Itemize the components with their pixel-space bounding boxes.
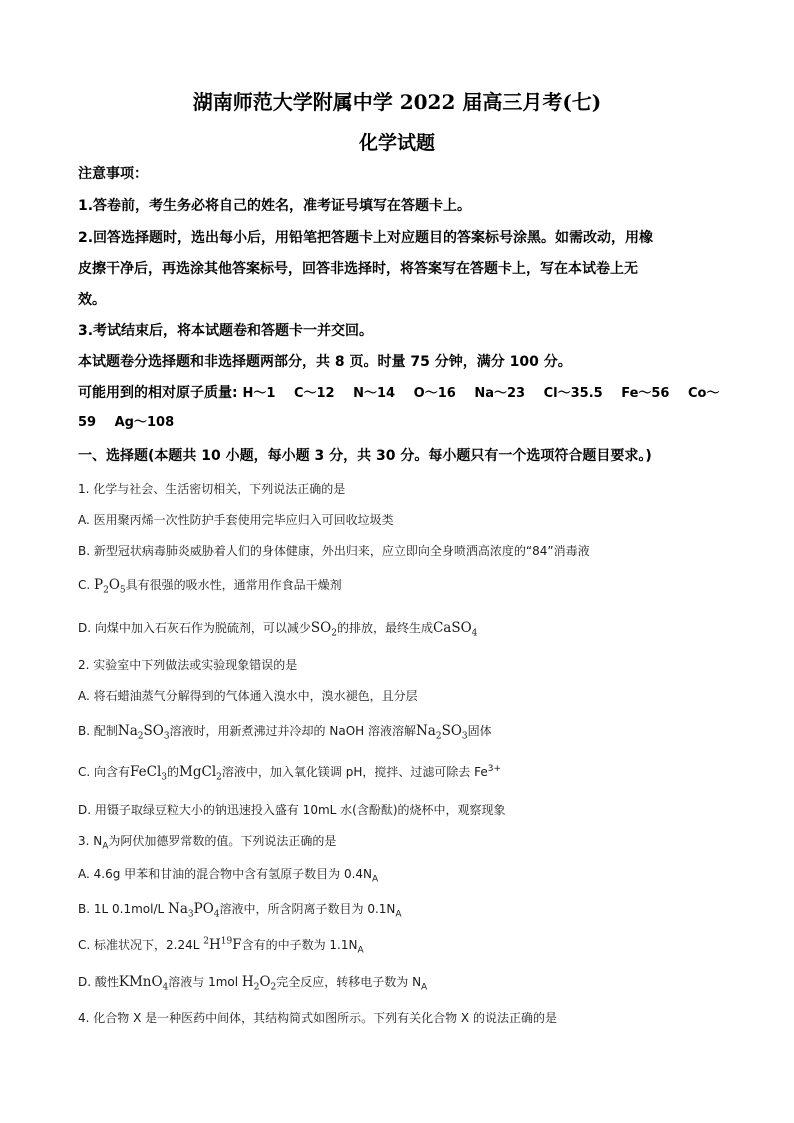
question-1-option-c: [78, 575, 738, 595]
notice-item-2-line-1: 2.回答选择题时，选出每小后，用铅笔把答题卡上对应题目的答案标号涂黑。如需改动，用橡: [78, 230, 654, 246]
notice-item-3: 3.考试结束后，将本试题卷和答题卡一并交回。: [78, 323, 374, 339]
formula-na2so3: $Na_2SO_3$: [415, 723, 468, 742]
mass-o: O～16: [413, 386, 456, 401]
formula-h2o2: $H_2O_2$: [241, 974, 277, 993]
option-label: C.: [78, 578, 95, 592]
mass-co-prefix: Co～: [688, 386, 720, 401]
atomic-mass-label: 可能用到的相对原子质量:: [78, 385, 238, 401]
notice-item-2-line-2: 皮擦干净后，再选涂其他答案标号，回答非选择时，将答案写在答题卡上，写在本试卷上无: [78, 261, 638, 277]
formula-p2o5: $P_2O_5$: [94, 577, 126, 596]
formula-hf-isotope: $^2H^{19}F$: [203, 936, 242, 953]
question-1-option-d: [78, 618, 738, 638]
question-2-option-c: [78, 762, 738, 782]
exam-info: 本试题卷分选择题和非选择题两部分，共 8 页。时量 75 分钟，满分 100 分。: [78, 354, 572, 370]
option-text: 的: [167, 765, 180, 779]
formula-kmno4: KMnO$_4$: [118, 974, 169, 993]
atomic-mass-line-1: [78, 383, 738, 404]
option-text: 的排放，最终生成: [336, 621, 433, 635]
question-4-stem: 4. 化合物 X 是一种医药中间体，其结构简式如图所示。下列有关化合物 X 的说法正确的是: [78, 1011, 557, 1025]
formula-mgcl2: MgCl$_2$: [179, 764, 222, 783]
subscript-a: A: [102, 841, 109, 852]
option-text: 溶液与 1mol: [168, 975, 242, 989]
option-text: D. 酸性: [78, 975, 119, 989]
mass-c: C～12: [293, 386, 335, 401]
mass-cl: Cl～35.5: [543, 386, 603, 401]
subscript-a: A: [357, 945, 364, 956]
notice-heading: 注意事项：: [78, 166, 148, 182]
mass-ag: Ag～108: [114, 415, 175, 430]
option-text: 完全反应，转移电子数为 N: [276, 975, 422, 989]
option-text: B. 1L 0.1mol/L: [78, 902, 168, 916]
notice-item-2-line-3: 效。: [78, 292, 106, 308]
option-text: C. 标准状况下，2.24L: [78, 938, 204, 952]
subscript-a: A: [372, 874, 379, 885]
option-text: 溶液中，加入氧化镁调 pH，搅拌、过滤可除去 Fe: [221, 765, 488, 779]
mass-fe: Fe～56: [621, 386, 670, 401]
question-1-stem: 1. 化学与社会、生活密切相关，下列说法正确的是: [78, 482, 346, 496]
subscript-a: A: [421, 982, 428, 993]
formula-na3po4: $Na_3PO_4$: [168, 901, 220, 920]
atomic-mass-line-2: [78, 413, 738, 433]
question-2-stem: 2. 实验室中下列做法或实验现象错误的是: [78, 658, 298, 672]
notice-item-1: 1.答卷前，考生务必将自己的姓名，准考证号填写在答题卡上。: [78, 198, 472, 214]
option-text: 固体: [467, 724, 492, 738]
formula-fecl3: FeCl$_3$: [130, 764, 168, 783]
question-2-option-b: [78, 721, 738, 741]
question-2-option-a: A. 将石蜡油蒸气分解得到的气体通入溴水中，溴水褪色，且分层: [78, 689, 418, 703]
formula-so2: $SO_2$: [310, 620, 337, 639]
option-text: 含有的中子数为 1.1N: [241, 938, 358, 952]
mass-co-value: 59: [78, 415, 97, 430]
question-3-option-d: [78, 972, 738, 992]
question-3-option-c: [78, 935, 738, 955]
mass-n: N～14: [353, 386, 396, 401]
question-text: 为阿伏加德罗常数的值。下列说法正确的是: [108, 834, 337, 848]
section-1-heading: 一、选择题(本题共 10 小题，每小题 3 分，共 30 分。每小题只有一个选项符合题目要求。): [78, 448, 652, 464]
subscript-a: A: [395, 909, 402, 920]
subject-title: 化学试题: [358, 132, 435, 154]
charge-3plus: 3+: [487, 764, 502, 774]
question-3-option-a: [78, 864, 738, 884]
option-text: 具有很强的吸水性，通常用作食品干燥剂: [125, 578, 342, 592]
question-3-option-b: [78, 899, 738, 919]
option-text: D. 向煤中加入石灰石作为脱硫剂，可以减少: [78, 621, 311, 635]
school-title: 湖南师范大学附属中学 2022 届高三月考(七): [192, 90, 602, 114]
question-1-option-b: B. 新型冠状病毒肺炎威胁着人们的身体健康，外出归来，应立即向全身喷洒高浓度的“84”消毒液: [78, 544, 590, 558]
question-3-stem: [78, 831, 738, 851]
mass-na: Na～23: [474, 386, 526, 401]
formula-na2so3: $Na_2SO_3$: [117, 723, 170, 742]
question-text: 3. N: [78, 834, 103, 848]
option-text: B. 配制: [78, 724, 118, 738]
question-1-option-a: A. 医用聚丙烯一次性防护手套使用完毕应归入可回收垃圾类: [78, 513, 394, 527]
mass-h: H～1: [242, 386, 276, 401]
option-text: A. 4.6g 甲苯和甘油的混合物中含有氢原子数目为 0.4N: [78, 867, 373, 881]
option-text: C. 向含有: [78, 765, 131, 779]
option-text: 溶液时，用新煮沸过并冷却的 NaOH 溶液溶解: [169, 724, 416, 738]
formula-caso4: CaSO$_4$: [432, 620, 478, 639]
question-2-option-d: D. 用镊子取绿豆粒大小的钠迅速投入盛有 10mL 水(含酚酞)的烧杯中，观察现象: [78, 803, 506, 817]
option-text: 溶液中，所含阴离子数目为 0.1N: [219, 902, 396, 916]
